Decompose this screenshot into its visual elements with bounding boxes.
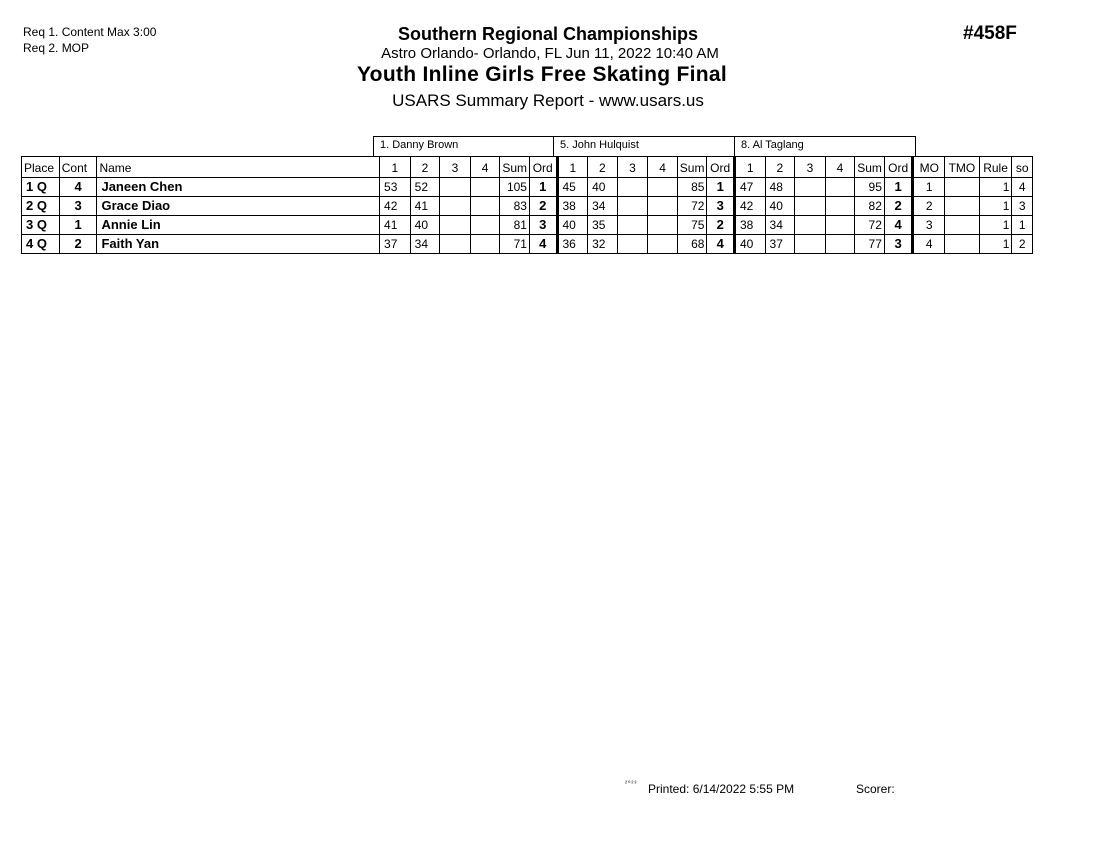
place-cell: 3 Q — [22, 216, 60, 235]
j1-score-2: 40 — [410, 216, 440, 235]
judge-3-header: 8. Al Taglang — [734, 136, 916, 156]
table-row — [22, 216, 1033, 235]
col-rule: Rule — [979, 157, 1012, 178]
j3-score-2: 37 — [765, 235, 795, 254]
col-j1-ord: Ord — [529, 157, 557, 178]
col-tmo: TMO — [945, 157, 980, 178]
col-j3-1: 1 — [734, 157, 765, 178]
skater-name: Janeen Chen — [97, 178, 380, 197]
j1-score-1: 41 — [380, 216, 411, 235]
table-row — [22, 197, 1033, 216]
summary-table — [21, 156, 1033, 254]
j3-score-3 — [795, 178, 826, 197]
tmo-cell — [945, 178, 980, 197]
j2-score-4 — [648, 235, 678, 254]
j2-ord: 2 — [707, 216, 735, 235]
col-j2-4: 4 — [648, 157, 678, 178]
col-j2-ord: Ord — [707, 157, 735, 178]
j2-sum: 68 — [677, 235, 707, 254]
rule-cell: 1 — [979, 235, 1012, 254]
col-j2-sum: Sum — [677, 157, 707, 178]
j2-score-3 — [617, 235, 648, 254]
j2-score-4 — [648, 197, 678, 216]
j2-score-1: 36 — [557, 235, 588, 254]
j3-score-1: 38 — [734, 216, 765, 235]
j1-ord: 3 — [529, 216, 557, 235]
mo-cell: 4 — [913, 235, 945, 254]
col-name: Name — [97, 157, 380, 178]
j3-score-2: 40 — [765, 197, 795, 216]
j1-score-4 — [470, 216, 500, 235]
j2-score-3 — [617, 216, 648, 235]
j1-sum: 71 — [500, 235, 530, 254]
col-j1-4: 4 — [470, 157, 500, 178]
cont-cell: 4 — [59, 178, 97, 197]
table-row — [22, 235, 1033, 254]
col-j1-sum: Sum — [500, 157, 530, 178]
j3-score-1: 40 — [734, 235, 765, 254]
col-j3-sum: Sum — [855, 157, 885, 178]
col-j1-3: 3 — [440, 157, 471, 178]
j1-score-2: 34 — [410, 235, 440, 254]
place-cell: 4 Q — [22, 235, 60, 254]
header-row — [22, 157, 1033, 178]
j3-sum: 82 — [855, 197, 885, 216]
j2-score-3 — [617, 178, 648, 197]
j2-ord: 1 — [707, 178, 735, 197]
j1-score-1: 37 — [380, 235, 411, 254]
j3-ord: 1 — [884, 178, 913, 197]
j2-score-1: 40 — [557, 216, 588, 235]
j3-score-2: 34 — [765, 216, 795, 235]
j2-score-3 — [617, 197, 648, 216]
j1-score-3 — [440, 178, 471, 197]
j3-ord: 3 — [884, 235, 913, 254]
j2-score-2: 35 — [588, 216, 618, 235]
requirement-1: Req 1. Content Max 3:00 — [23, 25, 157, 39]
tmo-cell — [945, 216, 980, 235]
scorer-label: Scorer: — [856, 782, 895, 796]
j1-score-2: 52 — [410, 178, 440, 197]
competition-title: Southern Regional Championships — [397, 24, 698, 44]
j1-score-3 — [440, 216, 471, 235]
cont-cell: 3 — [59, 197, 97, 216]
j3-score-4 — [825, 216, 855, 235]
j3-sum: 72 — [855, 216, 885, 235]
tmo-cell — [945, 235, 980, 254]
skater-name: Annie Lin — [97, 216, 380, 235]
col-j3-ord: Ord — [884, 157, 913, 178]
skater-name: Faith Yan — [97, 235, 380, 254]
j3-score-1: 42 — [734, 197, 765, 216]
j1-ord: 4 — [529, 235, 557, 254]
footer-code: ²⁰²³ — [625, 781, 638, 787]
col-so: so — [1012, 157, 1033, 178]
col-place: Place — [22, 157, 60, 178]
skater-name: Grace Diao — [97, 197, 380, 216]
j1-sum: 81 — [500, 216, 530, 235]
cont-cell: 2 — [59, 235, 97, 254]
j2-score-4 — [648, 178, 678, 197]
j3-score-1: 47 — [734, 178, 765, 197]
col-j3-3: 3 — [795, 157, 826, 178]
judge-2-header: 5. John Hulquist — [553, 136, 735, 156]
j3-sum: 95 — [855, 178, 885, 197]
j1-score-1: 42 — [380, 197, 411, 216]
j1-score-3 — [440, 235, 471, 254]
rule-cell: 1 — [979, 216, 1012, 235]
j3-score-4 — [825, 178, 855, 197]
j3-score-4 — [825, 197, 855, 216]
col-j3-4: 4 — [825, 157, 855, 178]
j3-sum: 77 — [855, 235, 885, 254]
j1-score-4 — [470, 197, 500, 216]
j3-score-3 — [795, 235, 826, 254]
j3-score-3 — [795, 216, 826, 235]
place-cell: 2 Q — [22, 197, 60, 216]
col-j1-2: 2 — [410, 157, 440, 178]
col-j2-2: 2 — [588, 157, 618, 178]
col-j2-3: 3 — [617, 157, 648, 178]
mo-cell: 1 — [913, 178, 945, 197]
j2-score-1: 45 — [557, 178, 588, 197]
venue-line: Astro Orlando- Orlando, FL Jun 11, 2022 10:40 AM — [381, 45, 719, 62]
j1-ord: 2 — [529, 197, 557, 216]
col-j3-2: 2 — [765, 157, 795, 178]
cont-cell: 1 — [59, 216, 97, 235]
j3-score-3 — [795, 197, 826, 216]
j2-score-4 — [648, 216, 678, 235]
j2-score-2: 40 — [588, 178, 618, 197]
j3-score-4 — [825, 235, 855, 254]
j2-score-2: 32 — [588, 235, 618, 254]
j3-score-2: 48 — [765, 178, 795, 197]
j2-ord: 3 — [707, 197, 735, 216]
col-mo: MO — [913, 157, 945, 178]
j2-sum: 72 — [677, 197, 707, 216]
j1-sum: 105 — [500, 178, 530, 197]
event-title: Youth Inline Girls Free Skating Final — [356, 63, 728, 86]
mo-cell: 2 — [913, 197, 945, 216]
j1-score-2: 41 — [410, 197, 440, 216]
j1-ord: 1 — [529, 178, 557, 197]
tmo-cell — [945, 197, 980, 216]
table-row — [22, 178, 1033, 197]
so-cell: 3 — [1012, 197, 1033, 216]
j2-sum: 75 — [677, 216, 707, 235]
j1-score-4 — [470, 178, 500, 197]
j1-sum: 83 — [500, 197, 530, 216]
col-cont: Cont — [59, 157, 97, 178]
col-j1-1: 1 — [380, 157, 411, 178]
so-cell: 4 — [1012, 178, 1033, 197]
j1-score-1: 53 — [380, 178, 411, 197]
rule-cell: 1 — [979, 178, 1012, 197]
j1-score-3 — [440, 197, 471, 216]
requirement-2: Req 2. MOP — [23, 41, 90, 55]
so-cell: 1 — [1012, 216, 1033, 235]
printed-timestamp: Printed: 6/14/2022 5:55 PM — [648, 782, 795, 796]
j2-ord: 4 — [707, 235, 735, 254]
col-j2-1: 1 — [557, 157, 588, 178]
report-title: USARS Summary Report - www.usars.us — [392, 91, 704, 110]
j1-score-4 — [470, 235, 500, 254]
j2-sum: 85 — [677, 178, 707, 197]
j2-score-2: 34 — [588, 197, 618, 216]
judge-1-header: 1. Danny Brown — [373, 136, 554, 156]
rule-cell: 1 — [979, 197, 1012, 216]
place-cell: 1 Q — [22, 178, 60, 197]
so-cell: 2 — [1012, 235, 1033, 254]
j3-ord: 4 — [884, 216, 913, 235]
j2-score-1: 38 — [557, 197, 588, 216]
event-number: #458F — [963, 23, 1017, 44]
mo-cell: 3 — [913, 216, 945, 235]
j3-ord: 2 — [884, 197, 913, 216]
